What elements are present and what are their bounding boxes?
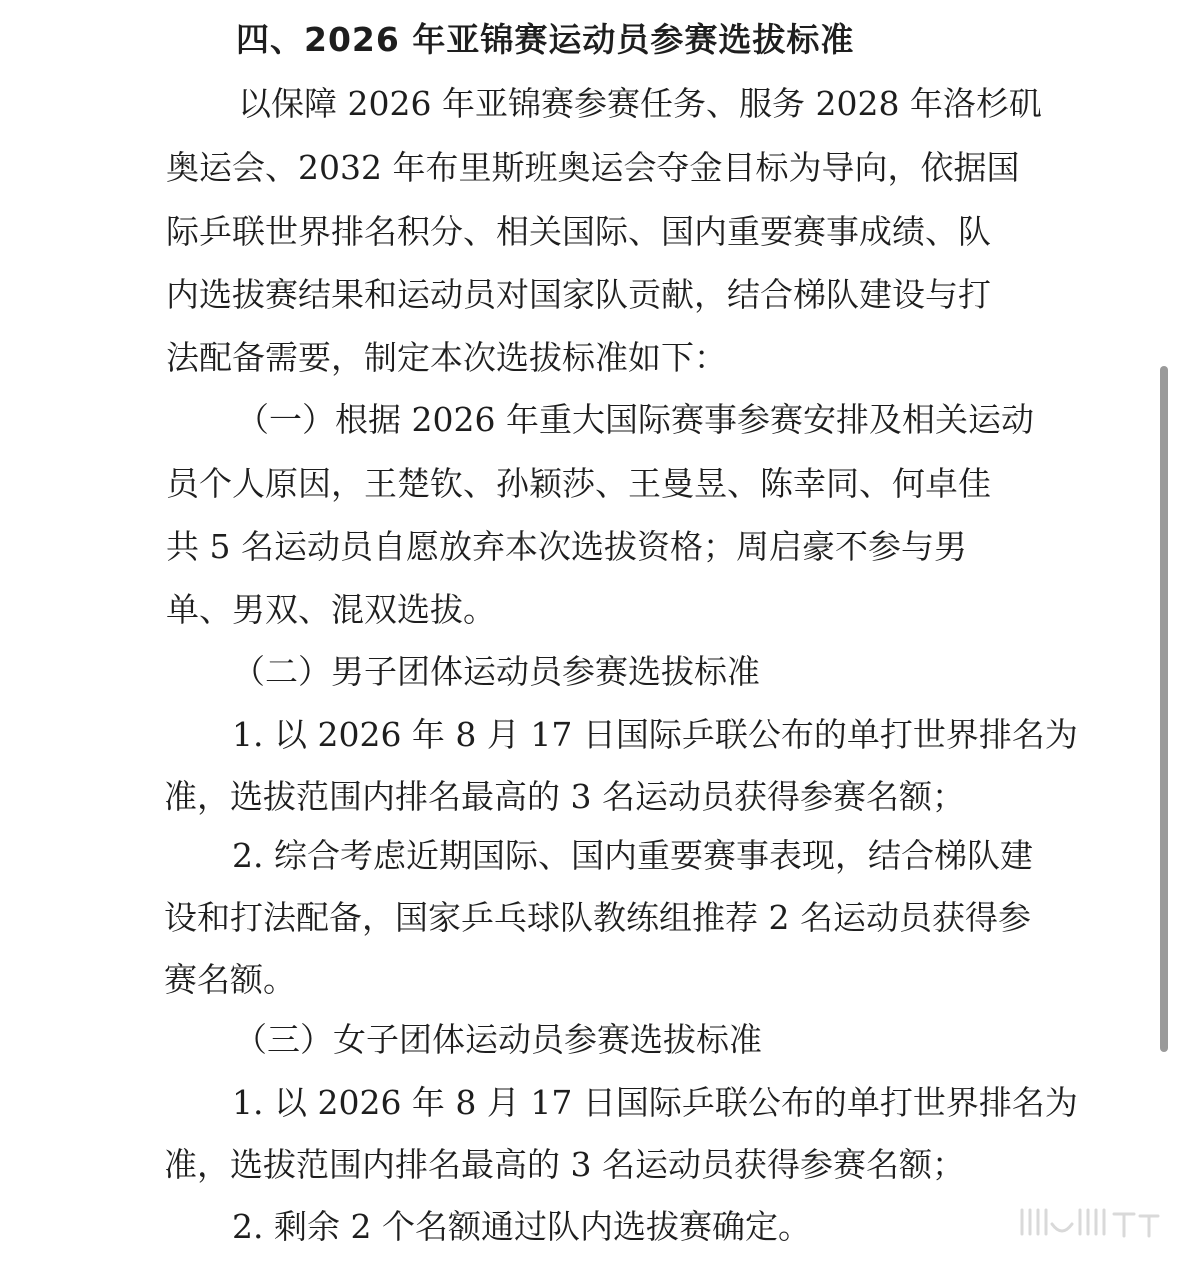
paragraph-line: 奥运会、2032 年布里斯班奥运会夺金目标为导向，依据国 xyxy=(166,148,1020,187)
paragraph-line: 以保障 2026 年亚锦赛参赛任务、服务 2028 年洛杉矶 xyxy=(238,84,1042,123)
subsection-heading: （二）男子团体运动员参赛选拔标准 xyxy=(232,652,760,691)
subsection-heading: （三）女子团体运动员参赛选拔标准 xyxy=(234,1020,762,1059)
paragraph-line: 准，选拔范围内排名最高的 3 名运动员获得参赛名额； xyxy=(164,777,965,816)
vertical-scrollbar[interactable] xyxy=(1160,366,1168,1052)
watermark-logo xyxy=(1016,1200,1162,1246)
paragraph-line: 赛名额。 xyxy=(164,960,296,999)
section-heading: 四、2026 年亚锦赛运动员参赛选拔标准 xyxy=(236,20,855,59)
paragraph-line: 1. 以 2026 年 8 月 17 日国际乒联公布的单打世界排名为 xyxy=(232,715,1078,754)
paragraph-line: （一）根据 2026 年重大国际赛事参赛安排及相关运动 xyxy=(236,400,1034,439)
paragraph-line: 2. 综合考虑近期国际、国内重要赛事表现，结合梯队建 xyxy=(232,836,1033,875)
paragraph-line: 内选拔赛结果和运动员对国家队贡献，结合梯队建设与打 xyxy=(166,275,991,314)
paragraph-line: 1. 以 2026 年 8 月 17 日国际乒联公布的单打世界排名为 xyxy=(232,1083,1078,1122)
watermark-logo-icon xyxy=(1016,1200,1162,1246)
paragraph-line: 准，选拔范围内排名最高的 3 名运动员获得参赛名额； xyxy=(164,1145,965,1184)
paragraph-line: 际乒联世界排名积分、相关国际、国内重要赛事成绩、队 xyxy=(166,212,991,251)
paragraph-line: 设和打法配备，国家乒乓球队教练组推荐 2 名运动员获得参 xyxy=(164,898,1031,937)
paragraph-line: 2. 剩余 2 个名额通过队内选拔赛确定。 xyxy=(232,1207,811,1246)
paragraph-line: 单、男双、混双选拔。 xyxy=(166,590,496,629)
paragraph-line: 员个人原因，王楚钦、孙颖莎、王曼昱、陈幸同、何卓佳 xyxy=(166,464,991,503)
paragraph-line: 共 5 名运动员自愿放弃本次选拔资格；周启豪不参与男 xyxy=(166,527,967,566)
paragraph-line: 法配备需要，制定本次选拔标准如下： xyxy=(166,338,727,377)
